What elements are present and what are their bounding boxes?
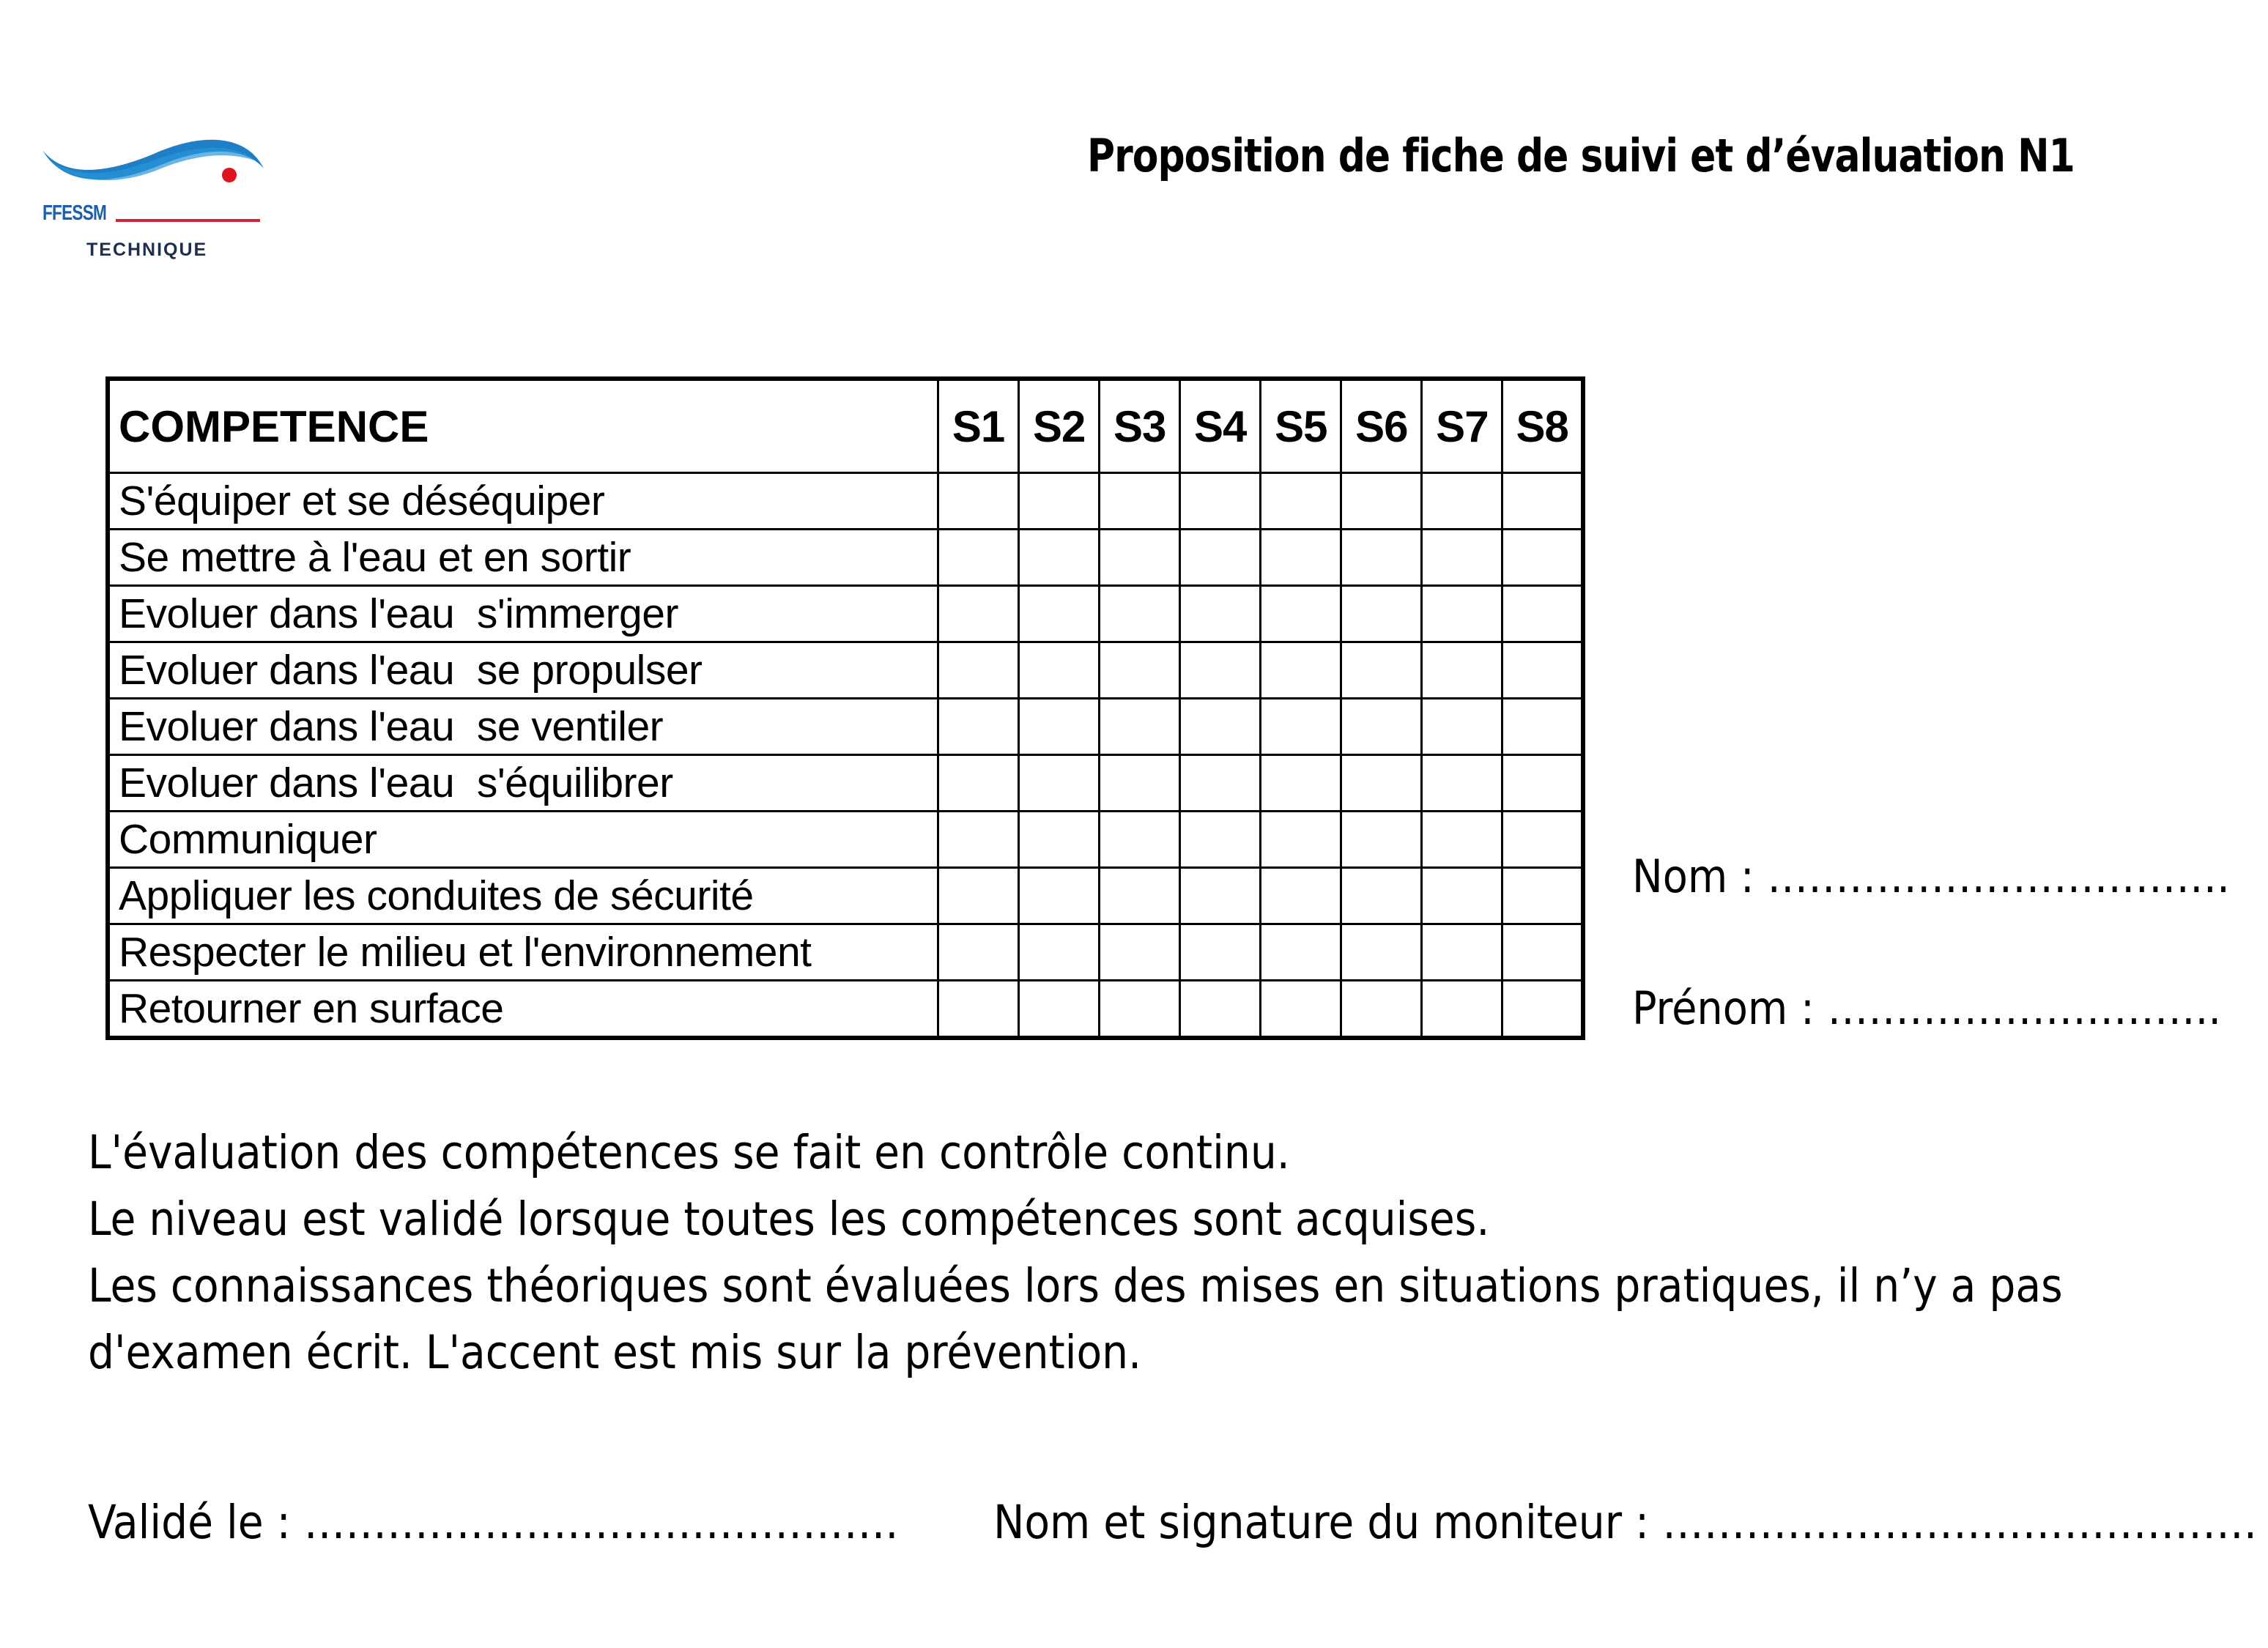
session-check-cell[interactable] [1261, 981, 1341, 1039]
logo-rule [116, 219, 260, 222]
session-check-cell[interactable] [1100, 755, 1180, 812]
table-row [108, 755, 1583, 812]
note-line: Les connaissances théoriques sont évaluées lors des mises en situations pratiques, il n’y a pas d'examen écrit. L'accent est mis sur la prévention. [88, 1259, 2063, 1379]
session-check-cell[interactable] [1019, 473, 1100, 530]
session-check-cell[interactable] [1502, 699, 1583, 755]
session-check-cell[interactable] [938, 868, 1019, 924]
session-check-cell[interactable] [1180, 642, 1261, 699]
session-header: S5 [1261, 379, 1341, 473]
competence-label: Retourner en surface [108, 981, 938, 1039]
session-check-cell[interactable] [938, 755, 1019, 812]
competence-label: Communiquer [108, 812, 938, 868]
session-check-cell[interactable] [1422, 812, 1502, 868]
session-check-cell[interactable] [1100, 924, 1180, 981]
ffessm-logo [37, 128, 278, 275]
session-header: S2 [1019, 379, 1100, 473]
session-check-cell[interactable] [1261, 924, 1341, 981]
session-check-cell[interactable] [1180, 868, 1261, 924]
table-row [108, 812, 1583, 868]
session-check-cell[interactable] [1422, 586, 1502, 642]
session-check-cell[interactable] [1422, 868, 1502, 924]
red-dot-icon [222, 168, 237, 182]
session-check-cell[interactable] [938, 530, 1019, 586]
session-check-cell[interactable] [1100, 586, 1180, 642]
session-check-cell[interactable] [1341, 924, 1422, 981]
session-check-cell[interactable] [1019, 530, 1100, 586]
competence-label: Appliquer les conduites de sécurité [108, 868, 938, 924]
session-check-cell[interactable] [1341, 755, 1422, 812]
session-check-cell[interactable] [938, 473, 1019, 530]
session-check-cell[interactable] [1019, 699, 1100, 755]
session-check-cell[interactable] [1100, 473, 1180, 530]
session-check-cell[interactable] [1422, 699, 1502, 755]
session-check-cell[interactable] [1180, 473, 1261, 530]
session-header: S4 [1180, 379, 1261, 473]
session-check-cell[interactable] [1261, 530, 1341, 586]
competence-label: Evoluer dans l'eau s'équilibrer [108, 755, 938, 812]
session-check-cell[interactable] [938, 586, 1019, 642]
session-check-cell[interactable] [938, 981, 1019, 1039]
competence-label: Evoluer dans l'eau s'immerger [108, 586, 938, 642]
session-check-cell[interactable] [1341, 868, 1422, 924]
competence-label: Respecter le milieu et l'environnement [108, 924, 938, 981]
session-check-cell[interactable] [938, 924, 1019, 981]
session-check-cell[interactable] [1180, 981, 1261, 1039]
session-check-cell[interactable] [1341, 981, 1422, 1039]
session-check-cell[interactable] [1502, 868, 1583, 924]
student-firstname-field[interactable]: Prénom : ……………………….. [1632, 981, 2222, 1035]
table-header-row [108, 379, 1583, 473]
session-check-cell[interactable] [1261, 699, 1341, 755]
session-check-cell[interactable] [1502, 586, 1583, 642]
validation-date-field[interactable]: Validé le : ……………………………………. [88, 1496, 899, 1549]
session-check-cell[interactable] [1019, 586, 1100, 642]
logo-brand: FFESSM [42, 201, 107, 225]
session-check-cell[interactable] [1180, 530, 1261, 586]
student-name-field[interactable]: Nom : ……………………………. [1632, 850, 2230, 903]
competence-label: Evoluer dans l'eau se ventiler [108, 699, 938, 755]
session-header: S3 [1100, 379, 1180, 473]
session-check-cell[interactable] [1180, 586, 1261, 642]
session-check-cell[interactable] [1422, 530, 1502, 586]
instructor-signature-field[interactable]: Nom et signature du moniteur : ……………………………………. [993, 1496, 2257, 1549]
session-check-cell[interactable] [1261, 473, 1341, 530]
session-check-cell[interactable] [938, 699, 1019, 755]
wave-icon [37, 128, 278, 209]
session-header: S1 [938, 379, 1019, 473]
table-row [108, 699, 1583, 755]
table-row [108, 642, 1583, 699]
session-check-cell[interactable] [1341, 473, 1422, 530]
table-row [108, 868, 1583, 924]
session-check-cell[interactable] [1502, 755, 1583, 812]
session-check-cell[interactable] [1502, 473, 1583, 530]
session-check-cell[interactable] [1019, 981, 1100, 1039]
session-check-cell[interactable] [1422, 642, 1502, 699]
session-check-cell[interactable] [1502, 924, 1583, 981]
competence-table [105, 376, 1585, 1040]
table-row [108, 981, 1583, 1039]
session-check-cell[interactable] [1180, 924, 1261, 981]
session-check-cell[interactable] [1261, 812, 1341, 868]
session-header: S7 [1422, 379, 1502, 473]
session-check-cell[interactable] [1502, 530, 1583, 586]
session-check-cell[interactable] [1180, 699, 1261, 755]
session-check-cell[interactable] [1502, 812, 1583, 868]
table-row [108, 586, 1583, 642]
session-check-cell[interactable] [1341, 530, 1422, 586]
session-check-cell[interactable] [1261, 586, 1341, 642]
session-check-cell[interactable] [1502, 642, 1583, 699]
session-check-cell[interactable] [1180, 812, 1261, 868]
session-check-cell[interactable] [1100, 981, 1180, 1039]
note-line: Le niveau est validé lorsque toutes les compétences sont acquises. [88, 1192, 1490, 1246]
session-check-cell[interactable] [1019, 924, 1100, 981]
competence-label: Evoluer dans l'eau se propulser [108, 642, 938, 699]
competence-label: S'équiper et se déséquiper [108, 473, 938, 530]
note-line: L'évaluation des compétences se fait en contrôle continu. [88, 1126, 1290, 1179]
page-title: Proposition de fiche de suivi et d’évaluation N1 [1087, 129, 2075, 182]
session-check-cell[interactable] [1422, 473, 1502, 530]
table-row [108, 530, 1583, 586]
session-check-cell[interactable] [1341, 586, 1422, 642]
logo-subtitle: TECHNIQUE [86, 240, 208, 260]
session-header: S6 [1341, 379, 1422, 473]
competence-header: COMPETENCE [108, 379, 938, 473]
session-check-cell[interactable] [1180, 755, 1261, 812]
session-check-cell[interactable] [1100, 642, 1180, 699]
session-check-cell[interactable] [1341, 812, 1422, 868]
session-check-cell[interactable] [1422, 924, 1502, 981]
session-check-cell[interactable] [1261, 755, 1341, 812]
session-check-cell[interactable] [1261, 642, 1341, 699]
session-check-cell[interactable] [1019, 755, 1100, 812]
session-check-cell[interactable] [1261, 868, 1341, 924]
session-check-cell[interactable] [1422, 755, 1502, 812]
table-row [108, 473, 1583, 530]
evaluation-notes [88, 1119, 2249, 1386]
session-check-cell[interactable] [1422, 981, 1502, 1039]
session-check-cell[interactable] [1100, 812, 1180, 868]
session-check-cell[interactable] [1100, 530, 1180, 586]
session-check-cell[interactable] [1100, 699, 1180, 755]
table-row [108, 924, 1583, 981]
session-check-cell[interactable] [938, 642, 1019, 699]
session-header: S8 [1502, 379, 1583, 473]
session-check-cell[interactable] [1341, 699, 1422, 755]
session-check-cell[interactable] [1502, 981, 1583, 1039]
session-check-cell[interactable] [938, 812, 1019, 868]
session-check-cell[interactable] [1019, 868, 1100, 924]
session-check-cell[interactable] [1100, 868, 1180, 924]
session-check-cell[interactable] [1019, 812, 1100, 868]
session-check-cell[interactable] [1019, 642, 1100, 699]
session-check-cell[interactable] [1341, 642, 1422, 699]
competence-label: Se mettre à l'eau et en sortir [108, 530, 938, 586]
